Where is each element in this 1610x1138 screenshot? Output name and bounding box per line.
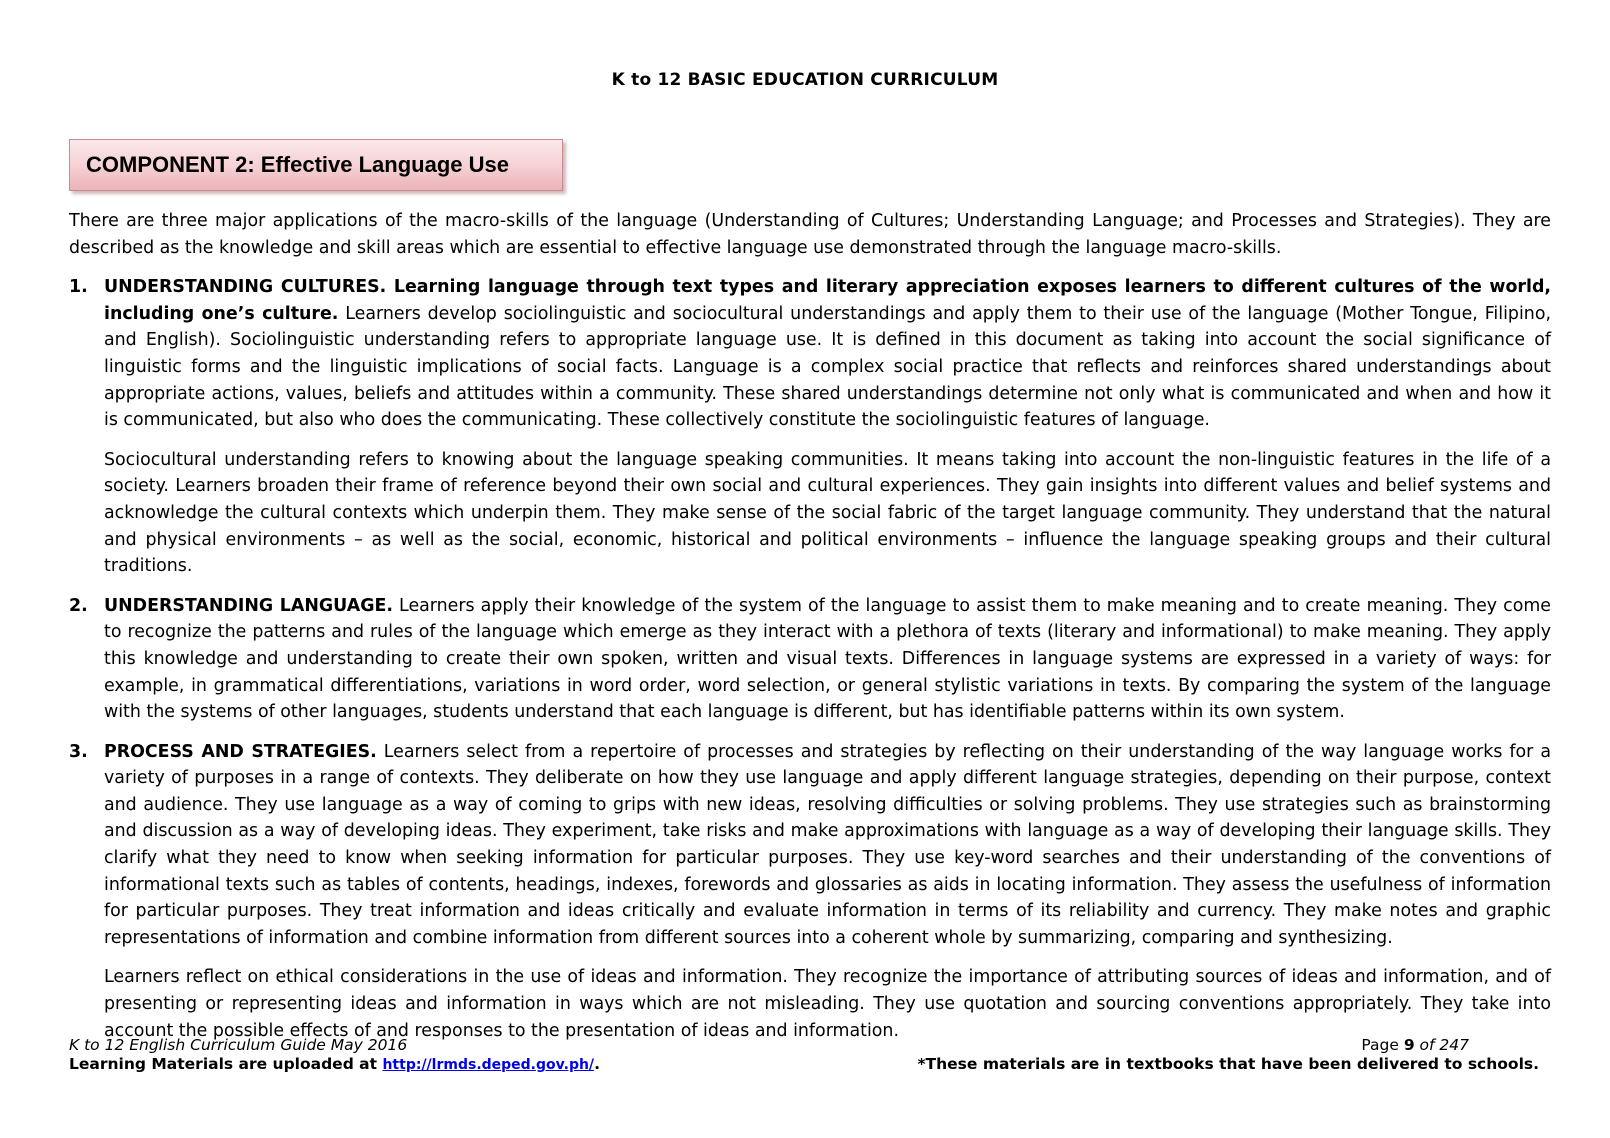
item-paragraph	[104, 274, 1551, 434]
item-heading: UNDERSTANDING LANGUAGE.	[104, 595, 393, 616]
component-title: COMPONENT 2: Effective Language Use	[86, 152, 509, 177]
item-body: Learners develop sociolinguistic and sociocultural understandings and apply them to their use of the language (Mother Tongue, Filipino, and English). Sociolinguistic understanding refers to appropriate language use. It is defined in this document as taking into account the social significance of linguistic forms and the linguistic implications of social facts. Language is a complex social practice that reflects and reinforces shared understandings about appropriate actions, values, beliefs and attitudes within a community. These shared understandings determine not only what is communicated and when and how it is communicated, but also who does the communicating. These collectively constitute the sociolinguistic features of language.	[104, 303, 1551, 431]
link-period: .	[594, 1055, 600, 1073]
item-number: 2.	[69, 595, 88, 616]
item-heading: PROCESS AND STRATEGIES.	[104, 741, 377, 762]
curriculum-guide-label: K to 12 English Curriculum Guide May 2016	[69, 1036, 408, 1054]
page-number: 9	[1403, 1036, 1415, 1054]
page-total: of 247	[1419, 1036, 1469, 1054]
item-heading: UNDERSTANDING CULTURES. Learning language through text types and literary appreciation exposes learners to different cultures of the world, including one’s culture.	[104, 277, 1551, 324]
list-item-understanding-cultures	[69, 274, 1551, 580]
item-number: 1.	[69, 277, 88, 298]
component-title-box	[69, 139, 563, 191]
item-extra-paragraph: Learners reflect on ethical considerations in the use of ideas and information. They recognize the importance of attributing sources of ideas and information, and of presenting or representing ideas and information in ways which are not misleading. They use quotation and sourcing conventions appropriately. They take into account the possible effects of and responses to the presentation of ideas and information.	[104, 967, 1551, 1041]
document-body	[69, 208, 1551, 1044]
intro-paragraph: There are three major applications of the macro-skills of the language (Understanding of Cultures; Understanding Language; and Processes and Strategies). They are described as the knowledge and skill areas which are essential to effective language use demonstrated through the language macro-skills.	[69, 211, 1551, 258]
uploaded-text: Learning Materials are uploaded at	[69, 1055, 378, 1073]
page-label: Page	[1361, 1036, 1399, 1054]
item-body: Learners select from a repertoire of processes and strategies by reflecting on their understanding of the way language works for a variety of purposes in a range of contexts. They deliberate on how they use language and apply different language strategies, depending on their purpose, context and audience. They use language as a way of coming to grips with new ideas, resolving difficulties or solving problems. They use strategies such as brainstorming and discussion as a way of developing ideas. They experiment, take risks and make approximations with language as a way of developing their language skills. They clarify what they need to know when seeking information for particular purposes. They use key-word searches and their understanding of the conventions of informational texts such as tables of contents, headings, indexes, forewords and glossaries as aids in locating information. They assess the usefulness of information for particular purposes. They treat information and ideas critically and evaluate information in terms of its reliability and currency. They make notes and graphic representations of information and combine information from different sources into a coherent whole by summarizing, comparing and synthesizing.	[104, 741, 1551, 948]
page-header: K to 12 BASIC EDUCATION CURRICULUM	[611, 70, 999, 90]
item-extra-paragraph: Sociocultural understanding refers to knowing about the language speaking communities. It means taking into account the non-linguistic features in the life of a society. Learners broaden their frame of reference beyond their own social and cultural experiences. They gain insights into different values and belief systems and acknowledge the cultural contexts which underpin them. They make sense of the social fabric of the target language community. They understand that the natural and physical environments – as well as the social, economic, historical and political environments – influence the language speaking groups and their cultural traditions.	[104, 449, 1551, 577]
list-item-understanding-language	[69, 593, 1551, 726]
item-paragraph	[104, 739, 1551, 952]
item-body: Learners apply their knowledge of the system of the language to assist them to make meaning and to create meaning. They come to recognize the patterns and rules of the language which emerge as they interact with a plethora of texts (literary and informational) to make meaning. They apply this knowledge and understanding to create their own spoken, written and visual texts. Differences in language systems are expressed in a variety of ways: for example, in grammatical differentiations, variations in word order, word selection, or general stylistic variations in texts. By comparing the system of the language with the systems of other languages, students understand that each language is different, but has identifiable patterns within its own system.	[104, 595, 1551, 723]
lrmds-link[interactable]: http://lrmds.deped.gov.ph/	[382, 1057, 595, 1073]
item-paragraph	[104, 593, 1551, 726]
page-indicator	[1361, 1035, 1469, 1055]
uploaded-notice	[69, 1054, 600, 1075]
item-number: 3.	[69, 741, 88, 762]
list-item-process-strategies	[69, 739, 1551, 1045]
textbook-notice: *These materials are in textbooks that have been delivered to schools.	[917, 1055, 1539, 1073]
